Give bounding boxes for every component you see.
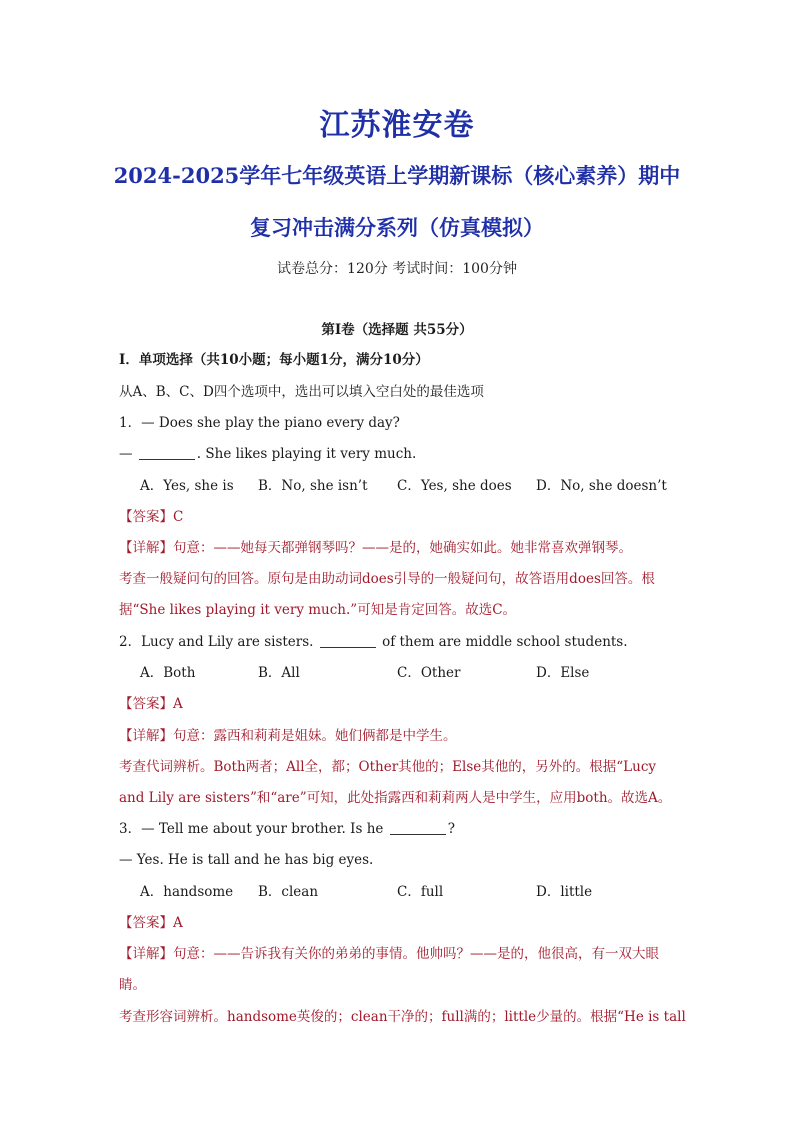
q3-answer xyxy=(119,913,183,933)
q2-detail xyxy=(119,726,457,746)
q1-answer-value: C xyxy=(173,509,184,525)
q2-stem xyxy=(119,632,628,652)
q1-answer xyxy=(119,507,183,527)
q1-stem-line2 xyxy=(119,444,416,464)
q2-option-b: B．All xyxy=(258,665,300,681)
q2-stem-pre: 2．Lucy and Lily are sisters. xyxy=(119,634,314,650)
q2-option-a: A．Both xyxy=(140,665,196,681)
q1-option-b: B．No, she isn’t xyxy=(258,478,368,494)
q3-stem-pre: 3．— Tell me about your brother. Is he xyxy=(119,821,384,837)
q2-detail-label: 【详解】 xyxy=(119,728,173,744)
q3-stem-post: ? xyxy=(447,821,455,837)
q3-stem-line1 xyxy=(119,819,455,839)
exam-subtitle-line2: 复习冲击满分系列（仿真模拟） xyxy=(250,215,544,240)
q3-answer-label: 【答案】 xyxy=(119,915,173,931)
q1-blank xyxy=(139,445,195,460)
q1-detail xyxy=(119,538,632,558)
q2-detail-text: 句意：露西和莉莉是姐妹。她们俩都是中学生。 xyxy=(173,728,457,744)
exam-title: 江苏淮安卷 xyxy=(319,108,475,143)
q3-blank xyxy=(390,820,446,835)
q1-option-a: A．Yes, she is xyxy=(140,478,234,494)
q3-analysis-line1: 考查形容词辨析。handsome英俊的；clean干净的；full满的；little少量的。根据“He is tall xyxy=(119,1009,686,1025)
q2-option-d: D．Else xyxy=(536,665,590,681)
part-title: Ⅰ．单项选择（共10小题；每小题1分，满分10分） xyxy=(119,352,429,368)
q1-stem-line1: 1．— Does she play the piano every day? xyxy=(119,415,400,431)
q2-answer-value: A xyxy=(173,696,183,712)
q1-detail-text: 句意：——她每天都弹钢琴吗？——是的，她确实如此。她非常喜欢弹钢琴。 xyxy=(173,540,632,556)
q1-stem-rest: . She likes playing it very much. xyxy=(196,446,417,462)
q2-option-c: C．Other xyxy=(397,665,461,681)
q3-option-c: C．full xyxy=(397,884,444,900)
q2-stem-post: of them are middle school students. xyxy=(382,634,628,650)
q1-detail-label: 【详解】 xyxy=(119,540,173,556)
q1-analysis-line1: 考查一般疑问句的回答。原句是由助动词does引导的一般疑问句，故答语用does回答。根 xyxy=(119,571,655,587)
q1-dash: — xyxy=(119,446,133,462)
q3-detail xyxy=(119,944,659,964)
exam-meta: 试卷总分：120分 考试时间：100分钟 xyxy=(277,261,517,277)
q2-answer-label: 【答案】 xyxy=(119,696,173,712)
q3-option-a: A．handsome xyxy=(140,884,234,900)
q3-stem-line2: — Yes. He is tall and he has big eyes. xyxy=(119,852,374,868)
section-heading: 第Ⅰ卷（选择题 共55分） xyxy=(321,322,473,338)
exam-subtitle-line1: 2024-2025学年七年级英语上学期新课标（核心素养）期中 xyxy=(113,163,681,188)
q2-answer xyxy=(119,694,183,714)
q3-detail-text: 句意：——告诉我有关你的弟弟的事情。他帅吗？——是的，他很高，有一双大眼 xyxy=(173,946,659,962)
q1-option-c: C．Yes, she does xyxy=(397,478,512,494)
q2-analysis-line2: and Lily are sisters”和“are”可知，此处指露西和莉莉两人是中学生，应用both。故选A。 xyxy=(119,790,672,806)
q3-answer-value: A xyxy=(173,915,183,931)
q3-detail-label: 【详解】 xyxy=(119,946,173,962)
q2-blank xyxy=(320,633,376,648)
q3-option-d: D．little xyxy=(536,884,593,900)
q3-option-b: B．clean xyxy=(258,884,319,900)
q3-detail-line2: 睛。 xyxy=(119,977,146,993)
q1-option-d: D．No, she doesn’t xyxy=(536,478,667,494)
q1-analysis-line2: 据“She likes playing it very much.”可知是肯定回答。故选C。 xyxy=(119,602,517,618)
instruction: 从A、B、C、D四个选项中，选出可以填入空白处的最佳选项 xyxy=(119,384,484,400)
q2-analysis-line1: 考查代词辨析。Both两者；All全，都；Other其他的；Else其他的，另外的。根据“Lucy xyxy=(119,759,657,775)
q1-answer-label: 【答案】 xyxy=(119,509,173,525)
